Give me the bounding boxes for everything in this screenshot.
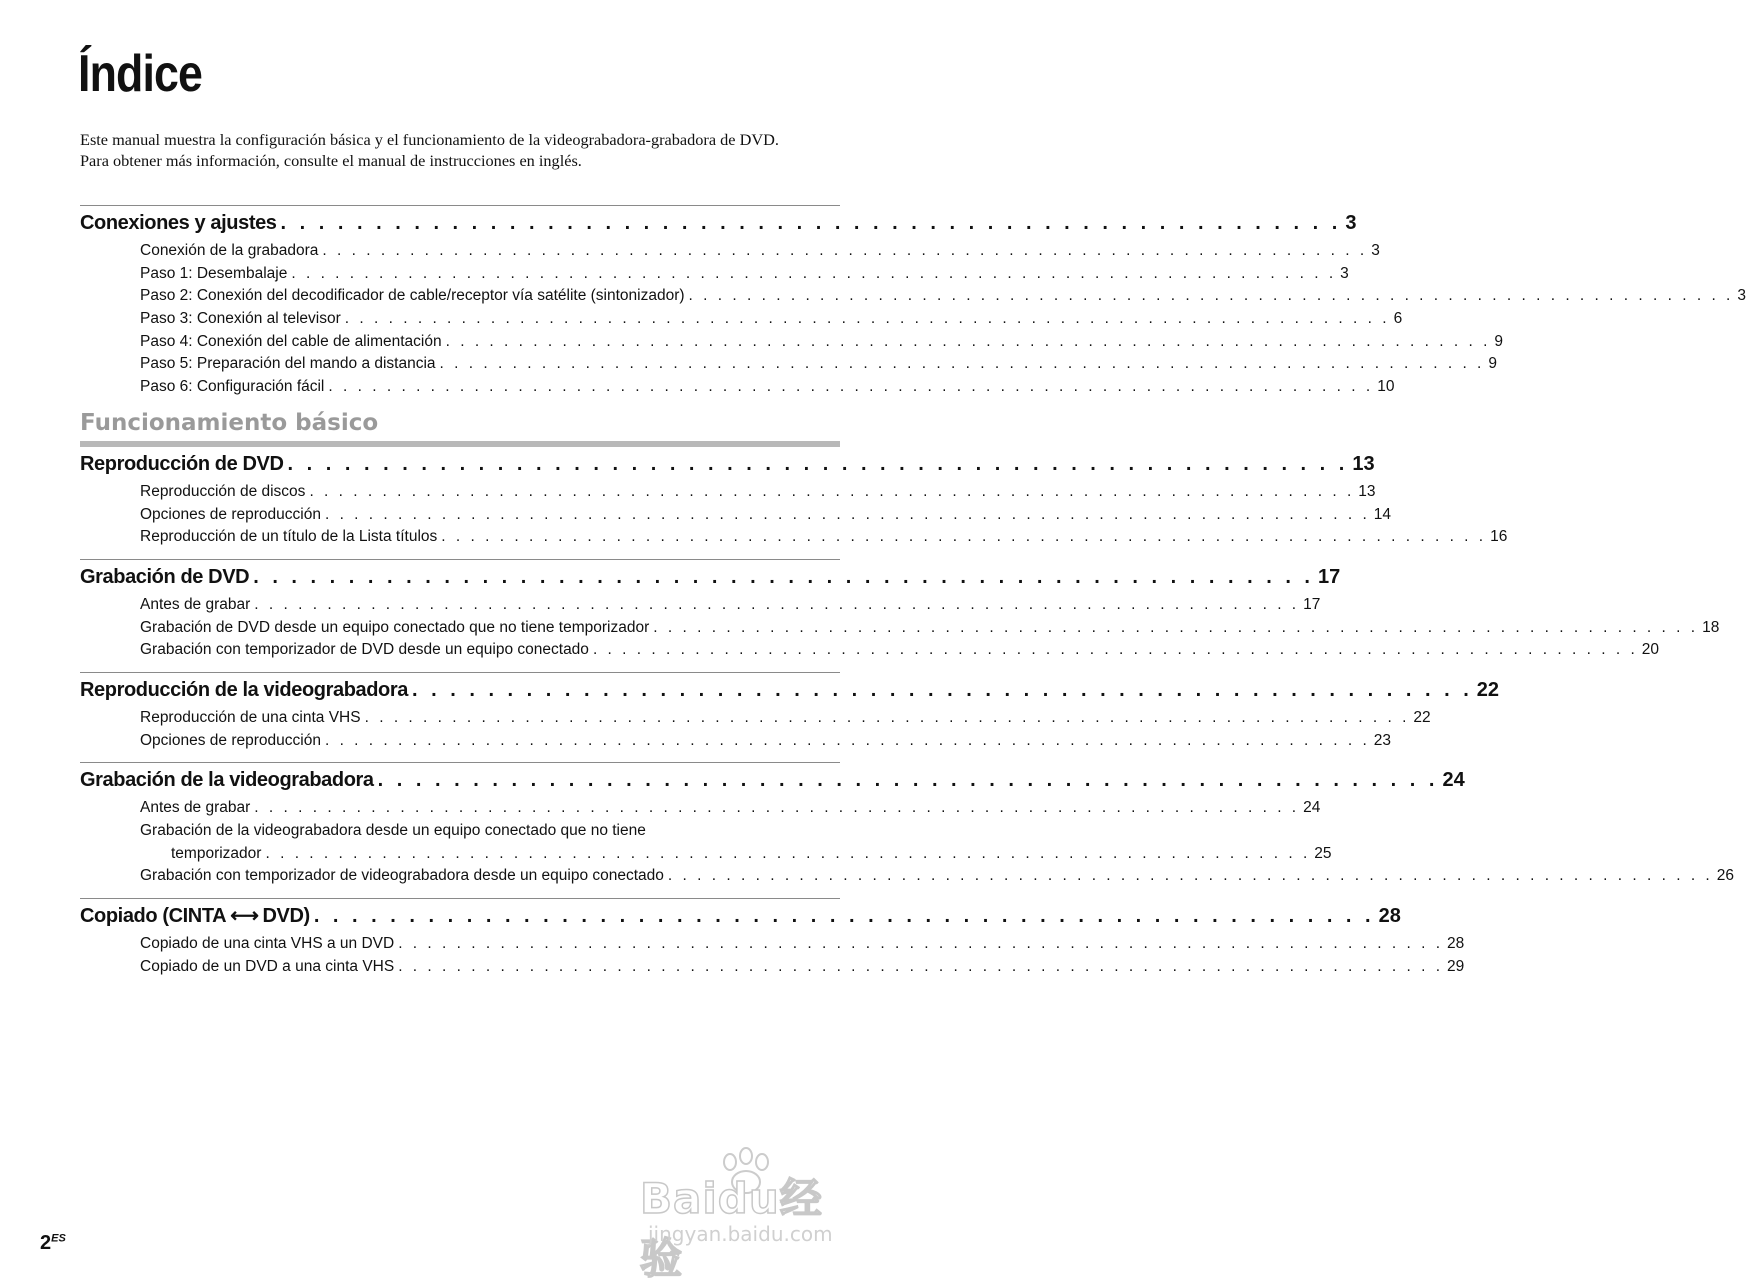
section-title: Reproducción de la videograbadora xyxy=(80,678,408,701)
dot-leader: . . . . . . . . . . . . . . . . . . . . . . . . . . . . . . . . . . . . . . . . . . . . . . . . . . . . . . . . . . . . . . . . . . . . . . . . xyxy=(254,595,1300,613)
entry-label: Paso 6: Configuración fácil xyxy=(140,378,325,396)
entry-page: 3 xyxy=(1340,264,1349,282)
intro-text xyxy=(80,129,840,171)
toc-entry[interactable] xyxy=(80,594,1321,617)
dot-leader: . . . . . . . . . . . . . . . . . . . . . . . . . . . . . . . . . . . . . . . . . . . . . . . . . . . . . . . . . . . . . . . . . . . . . . . . xyxy=(439,355,1485,373)
toc-section-reproduccion-videograbadora xyxy=(80,672,1500,752)
watermark-url: jingyan.baidu.com xyxy=(648,1222,833,1246)
entry-page: 10 xyxy=(1377,378,1395,396)
section-page: 3 xyxy=(1345,212,1357,234)
section-page: 13 xyxy=(1352,452,1375,475)
watermark-logo: Baidu经验 xyxy=(640,1174,823,1283)
toc-entry[interactable] xyxy=(80,730,1392,753)
toc-entry[interactable] xyxy=(80,285,1746,308)
toc-entry-continuation[interactable] xyxy=(80,843,1332,866)
entry-page: 9 xyxy=(1488,355,1497,373)
toc-entry[interactable] xyxy=(80,639,1660,662)
dot-leader: . . . . . . . . . . . . . . . . . . . . . . . . . . . . . . . . . . . . . . . . . . . . . . . . . . . . . . . . . . . . . . . . . . . . . . . . xyxy=(265,844,1311,862)
toc-section-heading[interactable] xyxy=(80,673,1500,707)
toc-entry[interactable] xyxy=(80,956,1465,979)
page-number xyxy=(40,1232,66,1255)
entry-label: Grabación de DVD desde un equipo conectado que no tiene temporizador xyxy=(140,618,650,636)
entry-label: Antes de grabar xyxy=(140,595,251,613)
section-title xyxy=(80,899,310,933)
entry-page: 16 xyxy=(1490,528,1508,546)
dot-leader: . . . . . . . . . . . . . . . . . . . . . . . . . . . . . . . . . . . . . . . . . . . . . . . . . . . . . . . . . . . . . . . . . . . . . . . . xyxy=(398,935,1444,953)
section-title: Grabación de la videograbadora xyxy=(80,769,374,792)
dot-leader: . . . . . . . . . . . . . . . . . . . . . . . . . . . . . . . . . . . . . . . . . . . . . . . . . . . . . . . . xyxy=(411,678,1473,701)
entry-page: 14 xyxy=(1373,505,1392,523)
toc-entry[interactable] xyxy=(80,504,1392,527)
entry-page: 3 xyxy=(1371,242,1380,259)
section-title: Reproducción de DVD xyxy=(80,452,284,475)
entry-page: 26 xyxy=(1716,867,1734,885)
dot-leader: . . . . . . . . . . . . . . . . . . . . . . . . . . . . . . . . . . . . . . . . . . . . . . . . . . . . . . . . . . . . . . . . . . . . . . . . xyxy=(254,799,1300,817)
dot-leader: . . . . . . . . . . . . . . . . . . . . . . . . . . . . . . . . . . . . . . . . . . . . . . . . . . . . . . . . . . . . . . . . . . . . . . . . xyxy=(398,957,1444,975)
toc-entry[interactable] xyxy=(80,617,1720,640)
entry-page: 24 xyxy=(1303,799,1321,817)
section-title: Conexiones y ajustes xyxy=(80,212,277,234)
entry-label: Grabación con temporizador de DVD desde un equipo conectado xyxy=(140,641,589,659)
section-page: 24 xyxy=(1442,769,1465,792)
entry-label: Copiado de un DVD a una cinta VHS xyxy=(140,957,395,975)
toc-section-heading[interactable] xyxy=(80,560,1341,594)
toc-entry-first-line[interactable] xyxy=(80,820,840,843)
dot-leader: . . . . . . . . . . . . . . . . . . . . . . . . . . . . . . . . . . . . . . . . . . . . . . . . . . . . . . . . xyxy=(313,905,1375,928)
toc-entry[interactable] xyxy=(80,376,1395,399)
dot-leader: . . . . . . . . . . . . . . . . . . . . . . . . . . . . . . . . . . . . . . . . . . . . . . . . . . . . . . . . . . . . . . . . . . . . . . . . xyxy=(445,332,1491,350)
entry-page: 17 xyxy=(1303,595,1321,613)
dot-leader: . . . . . . . . . . . . . . . . . . . . . . . . . . . . . . . . . . . . . . . . . . . . . . . . . . . . . . . . . . . . . . . . . . . . . . . . xyxy=(653,618,1699,636)
entry-label: Copiado de una cinta VHS a un DVD xyxy=(140,935,395,953)
entry-label-continuation: temporizador xyxy=(171,844,262,862)
entry-label: Paso 1: Desembalaje xyxy=(140,264,288,282)
dot-leader: . . . . . . . . . . . . . . . . . . . . . . . . . . . . . . . . . . . . . . . . . . . . . . . . . . . . . . . . xyxy=(287,452,1349,475)
entry-label: Grabación de la videograbadora desde un equipo conectado que no tiene xyxy=(140,822,646,839)
dot-leader: . . . . . . . . . . . . . . . . . . . . . . . . . . . . . . . . . . . . . . . . . . . . . . . . . . . . . . . . . . . . . . . . . . . . . . . . xyxy=(667,867,1713,885)
dot-leader: . . . . . . . . . . . . . . . . . . . . . . . . . . . . . . . . . . . . . . . . . . . . . . . . . . . . . . . . xyxy=(377,769,1439,792)
intro-paragraph-1: Este manual muestra la configuración básica y el funcionamiento de la videograbadora-grabadora de DVD. xyxy=(80,130,779,149)
toc-section-reproduccion-dvd xyxy=(80,447,1508,549)
dot-leader: . . . . . . . . . . . . . . . . . . . . . . . . . . . . . . . . . . . . . . . . . . . . . . . . . . . . . . . . . . . . . . . . . . . . . . . . xyxy=(688,287,1734,305)
dot-leader: . . . . . . . . . . . . . . . . . . . . . . . . . . . . . . . . . . . . . . . . . . . . . . . . . . . . . . . . xyxy=(253,565,1314,588)
toc-entry[interactable] xyxy=(80,308,1403,331)
entry-page: 6 xyxy=(1393,310,1403,328)
dot-leader: . . . . . . . . . . . . . . . . . . . . . . . . . . . . . . . . . . . . . . . . . . . . . . . . . . . . . . . . . . . . . . . . . . . . . . . . xyxy=(324,731,1370,749)
entry-label: Reproducción de discos xyxy=(140,482,306,500)
toc-section-heading[interactable] xyxy=(80,763,1465,797)
baidu-watermark xyxy=(640,1148,860,1283)
toc-entry[interactable] xyxy=(80,707,1431,730)
section-title-before: Copiado (CINTA xyxy=(80,905,227,928)
dot-leader: . . . . . . . . . . . . . . . . . . . . . . . . . . . . . . . . . . . . . . . . . . . . . . . . . . . . . . . . . . . . . . . . . . . . . . . . xyxy=(344,310,1390,328)
toc-section-grabacion-dvd xyxy=(80,559,1720,662)
entry-page: 3 xyxy=(1737,287,1746,305)
dot-leader: . . . . . . . . . . . . . . . . . . . . . . . . . . . . . . . . . . . . . . . . . . . . . . . . . . . . . . . . xyxy=(280,212,1342,234)
toc-section-copiado xyxy=(80,898,1465,978)
toc-entry[interactable] xyxy=(80,797,1321,820)
entry-page: 25 xyxy=(1314,844,1332,862)
dot-leader: . . . . . . . . . . . . . . . . . . . . . . . . . . . . . . . . . . . . . . . . . . . . . . . . . . . . . . . . . . . . . . . . . . . . . . . . xyxy=(441,528,1487,546)
entry-label: Paso 2: Conexión del decodificador de cable/receptor vía satélite (sintonizador) xyxy=(140,287,685,305)
dot-leader: . . . . . . . . . . . . . . . . . . . . . . . . . . . . . . . . . . . . . . . . . . . . . . . . . . . . . . . . . . . . . . . . . . . . . . . . xyxy=(324,505,1370,523)
dot-leader: . . . . . . . . . . . . . . . . . . . . . . . . . . . . . . . . . . . . . . . . . . . . . . . . . . . . . . . . . . . . . . . . . . . . . . . . xyxy=(291,264,1337,282)
entry-page: 9 xyxy=(1494,332,1504,350)
page-title: Índice xyxy=(78,45,203,103)
entry-label: Grabación con temporizador de videograbadora desde un equipo conectado xyxy=(140,867,664,885)
page-number-value: 2 xyxy=(40,1232,52,1254)
entry-label: Antes de grabar xyxy=(140,799,251,817)
entry-page: 29 xyxy=(1447,957,1465,975)
section-page: 17 xyxy=(1318,565,1341,588)
entry-label: Reproducción de una cinta VHS xyxy=(140,708,361,726)
entry-label: Opciones de reproducción xyxy=(140,505,321,523)
entry-page: 18 xyxy=(1702,618,1720,636)
toc-section-grabacion-videograbadora xyxy=(80,762,1734,888)
dot-leader: . . . . . . . . . . . . . . . . . . . . . . . . . . . . . . . . . . . . . . . . . . . . . . . . . . . . . . . . . . . . . . . . . . . . . . . . xyxy=(328,378,1374,396)
dot-leader: . . . . . . . . . . . . . . . . . . . . . . . . . . . . . . . . . . . . . . . . . . . . . . . . . . . . . . . . . . . . . . . . . . . . . . . . xyxy=(592,641,1638,659)
toc-entry[interactable] xyxy=(80,240,1380,263)
toc-section-conexiones xyxy=(80,205,1746,399)
entry-label: Opciones de reproducción xyxy=(140,731,321,749)
toc-entry[interactable] xyxy=(80,331,1504,354)
intro-paragraph-2: Para obtener más información, consulte el manual de instrucciones en inglés. xyxy=(80,151,582,170)
toc-entry[interactable] xyxy=(80,353,1497,376)
entry-label: Paso 4: Conexión del cable de alimentación xyxy=(140,332,442,350)
toc-entry[interactable] xyxy=(80,526,1508,549)
toc-section-heading[interactable] xyxy=(80,447,1375,481)
toc-entry[interactable] xyxy=(80,933,1465,956)
double-arrow-icon: ⟷ xyxy=(230,905,259,928)
part-title: Funcionamiento básico xyxy=(80,409,379,436)
toc-entry[interactable] xyxy=(80,263,1349,286)
entry-label: Reproducción de un título de la Lista títulos xyxy=(140,528,438,546)
entry-page: 20 xyxy=(1641,641,1660,659)
page-number-suffix: ES xyxy=(51,1232,66,1245)
entry-page: 28 xyxy=(1447,935,1465,953)
entry-label: Paso 5: Preparación del mando a distancia xyxy=(140,355,436,373)
entry-label: Conexión de la grabadora xyxy=(140,242,319,259)
table-of-contents xyxy=(80,205,1746,988)
entry-label: Paso 3: Conexión al televisor xyxy=(140,310,341,328)
section-page: 28 xyxy=(1378,905,1401,928)
dot-leader: . . . . . . . . . . . . . . . . . . . . . . . . . . . . . . . . . . . . . . . . . . . . . . . . . . . . . . . . . . . . . . . . . . . . . . . . xyxy=(322,242,1368,259)
entry-page: 22 xyxy=(1413,708,1431,726)
toc-section-heading[interactable] xyxy=(80,899,1401,933)
dot-leader: . . . . . . . . . . . . . . . . . . . . . . . . . . . . . . . . . . . . . . . . . . . . . . . . . . . . . . . . . . . . . . . . . . . . . . . . xyxy=(309,482,1355,500)
dot-leader: . . . . . . . . . . . . . . . . . . . . . . . . . . . . . . . . . . . . . . . . . . . . . . . . . . . . . . . . . . . . . . . . . . . . . . . . xyxy=(364,708,1410,726)
toc-entry[interactable] xyxy=(80,481,1376,504)
section-page: 22 xyxy=(1476,678,1500,701)
section-title: Grabación de DVD xyxy=(80,565,250,588)
toc-entry[interactable] xyxy=(80,865,1734,888)
entry-page: 13 xyxy=(1358,482,1376,500)
entry-page: 23 xyxy=(1373,731,1392,749)
toc-section-heading[interactable] xyxy=(80,206,1357,240)
section-title-after: DVD) xyxy=(262,905,310,928)
